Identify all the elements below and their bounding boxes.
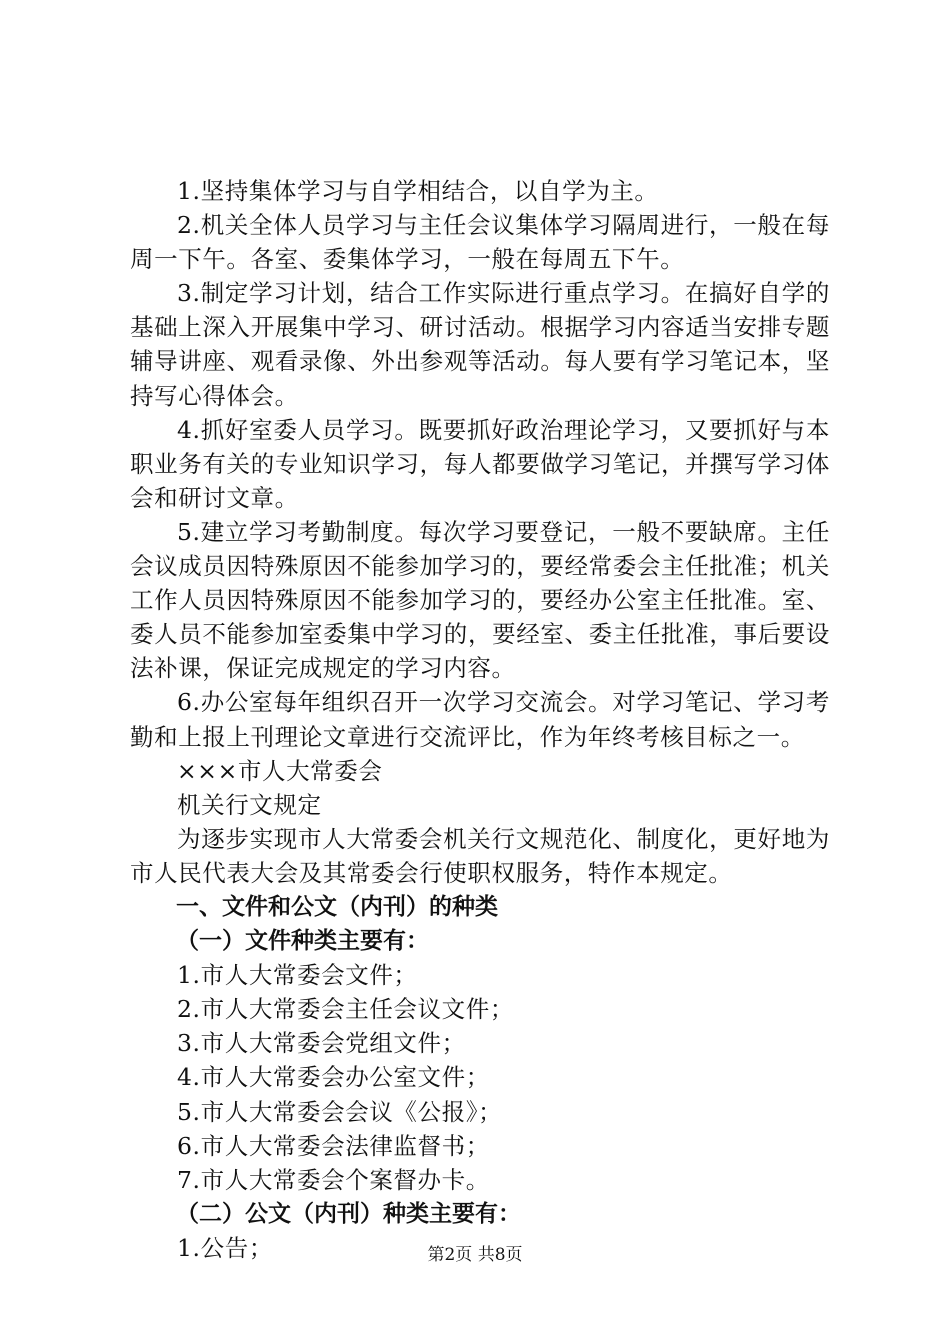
org-name: ×××市人大常委会	[177, 756, 383, 785]
section-heading-1: 一、文件和公文（内刊）的种类	[176, 893, 498, 920]
rule-paragraph-2: 2.机关全体人员学习与主任会议集体学习隔周进行，一般在每周一下午。各室、委集体学习，一般在每周五下午。	[130, 211, 830, 274]
file-type-item: 4.市人大常委会办公室文件；	[177, 1063, 490, 1092]
file-type-item: 3.市人大常委会党组文件；	[177, 1029, 466, 1058]
file-type-item: 6.市人大常委会法律监督书；	[177, 1131, 490, 1160]
subsection-heading-1: （一）文件种类主要有：	[176, 928, 429, 955]
page-footer: 第2页 共8页	[427, 1245, 523, 1265]
rule-paragraph-1: 1.坚持集体学习与自学相结合，以自学为主。	[177, 177, 659, 205]
rule-paragraph-6: 6.办公室每年组织召开一次学习交流会。对学习笔记、学习考勤和上报上刊理论文章进行交流评比，作为年终考核目标之一。	[130, 688, 830, 751]
intro-paragraph: 为逐步实现市人大常委会机关行文规范化、制度化，更好地为市人民代表大会及其常委会行使职权服务，特作本规定。	[130, 824, 830, 887]
rule-paragraph-5: 5.建立学习考勤制度。每次学习要登记，一般不要缺席。主任会议成员因特殊原因不能参加学习的，要经常委会主任批准；机关工作人员因特殊原因不能参加学习的，要经办公室主任批准。室、委人员不能参加室委集中学习的，要经室、委主任批准，事后要设法补课，保证完成规定的学习内容。	[130, 517, 830, 683]
file-type-item: 2.市人大常委会主任会议文件；	[177, 995, 514, 1024]
doc-type-item: 1.公告；	[177, 1233, 273, 1262]
file-type-item: 1.市人大常委会文件；	[177, 961, 418, 990]
subsection-heading-2: （二）公文（内刊）种类主要有：	[176, 1200, 521, 1227]
rule-paragraph-4: 4.抓好室委人员学习。既要抓好政治理论学习，又要抓好与本职业务有关的专业知识学习，每人都要做学习笔记，并撰写学习体会和研讨文章。	[130, 415, 830, 512]
doc-title: 机关行文规定	[177, 790, 322, 819]
file-type-item: 7.市人大常委会个案督办卡。	[177, 1165, 490, 1194]
rule-paragraph-3: 3.制定学习计划，结合工作实际进行重点学习。在搞好自学的基础上深入开展集中学习、研讨活动。根据学习内容适当安排专题辅导讲座、观看录像、外出参观等活动。每人要有学习笔记本，坚持写心得体会。	[130, 279, 830, 410]
document-body	[130, 174, 830, 1265]
file-type-item: 5.市人大常委会会议《公报》；	[177, 1097, 503, 1126]
